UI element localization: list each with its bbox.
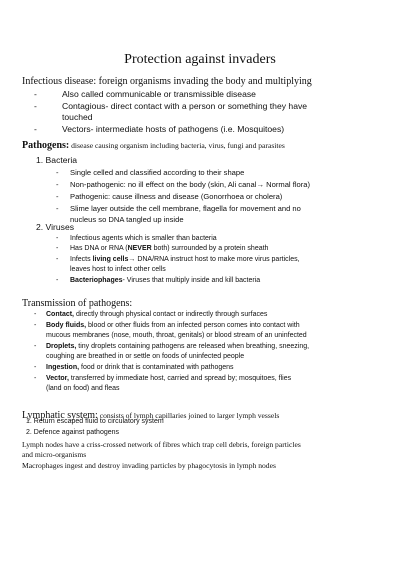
text-run: transferred by immediate host, carried and spread by; mosquitoes, flies (68, 375, 292, 382)
list-item: nucleus so DNA tangled up inside (70, 215, 184, 224)
text-run: - Viruses that multiply inside and kill bacteria (122, 277, 261, 284)
emphasis: living cells (92, 256, 129, 263)
paragraph: Lymph nodes have a criss-crossed network of fibres which trap cell debris, foreign particles (22, 440, 301, 449)
dash-bullet: - (34, 322, 37, 329)
paragraph: and micro-organisms (22, 450, 87, 459)
text-run: directly through physical contact or indirectly through surfaces (74, 311, 268, 318)
dash-bullet: - (56, 180, 59, 189)
list-item (46, 322, 300, 329)
list-item: touched (62, 112, 93, 122)
list-item: 2. Defence against pathogens (26, 429, 120, 436)
list-item: Pathogenic: cause illness and disease (Gonorrhoea or cholera) (70, 192, 283, 201)
dash-bullet: - (56, 277, 59, 284)
paragraph: Macrophages ingest and destroy invading particles by phagocytosis in lymph nodes (22, 461, 276, 470)
dash-bullet: - (34, 124, 37, 134)
list-item: Non-pathogenic: no ill effect on the body (skin, Ali canal→ Normal flora) (70, 180, 311, 189)
dash-bullet: - (34, 89, 37, 99)
list-item (46, 375, 291, 382)
dash-bullet: - (34, 364, 37, 371)
lymphatic-text: consists of lymph capillaries joined to larger lymph vessels (97, 411, 280, 420)
emphasis: Contact, (46, 311, 74, 318)
text-run: tiny droplets containing pathogens are released when breathing, sneezing, (76, 343, 310, 350)
list-item: leaves host to infect other cells (70, 266, 166, 273)
list-item: Single celled and classified according to their shape (70, 168, 245, 177)
dash-bullet: - (56, 235, 59, 242)
list-item: coughing are breathed in or settle on foods of uninfected people (46, 353, 245, 360)
list-item: Slime layer outside the cell membrane, flagella for movement and no (70, 204, 301, 213)
text-run: → DNA/RNA instruct host to make more virus particles, (128, 256, 300, 263)
list-item: Infectious agents which is smaller than bacteria (70, 235, 217, 242)
list-item (46, 343, 309, 350)
dash-bullet: - (34, 101, 37, 111)
infectious-heading: Infectious disease: foreign organisms invading the body and multiplying (22, 76, 312, 87)
dash-bullet: - (56, 204, 59, 213)
emphasis: Droplets, (46, 343, 77, 350)
dash-bullet: - (34, 343, 37, 350)
list-item (46, 364, 234, 371)
dash-bullet: - (34, 375, 37, 382)
list-item: Contagious- direct contact with a person or something they have (62, 101, 308, 111)
list-item (70, 256, 300, 263)
page-title: Protection against invaders (124, 52, 276, 67)
pathogens-text: disease causing organism including bacteria, virus, fungi and parasites (69, 141, 285, 150)
text-run: Infects (70, 256, 93, 263)
text-run: blood or other fluids from an infected person comes into contact with (86, 322, 300, 329)
list-item: Vectors- intermediate hosts of pathogens (i.e. Mosquitoes) (62, 124, 285, 134)
emphasis: Ingestion, (46, 364, 80, 371)
pathogens-line (22, 135, 285, 153)
list-item (46, 311, 267, 318)
text-run: food or drink that is contaminated with pathogens (79, 364, 234, 371)
list-item: Also called communicable or transmissible disease (62, 89, 256, 99)
lymphatic-heading: Lymphatic system: (22, 410, 98, 421)
bacteria-heading: 1. Bacteria (36, 155, 78, 165)
dash-bullet: - (56, 168, 59, 177)
emphasis: Body fluids, (46, 322, 87, 329)
dash-bullet: - (56, 192, 59, 201)
text-run: Has DNA or RNA ( (70, 245, 128, 252)
emphasis: NEVER (127, 245, 152, 252)
dash-bullet: - (56, 256, 59, 263)
text-run: both) surrounded by a protein sheath (151, 245, 269, 252)
dash-bullet: - (56, 245, 59, 252)
list-item (70, 277, 260, 284)
viruses-heading: 2. Viruses (36, 222, 75, 232)
dash-bullet: - (34, 311, 37, 318)
list-item (70, 245, 268, 252)
emphasis: Vector, (46, 375, 69, 382)
list-item: mucous membranes (nose, mouth, throat, genitals) or blood stream of an uninfected (46, 332, 307, 339)
transmission-heading: Transmission of pathogens: (22, 298, 133, 309)
list-item: (land on food) and fleas (46, 385, 120, 392)
list-item: 1. Return escaped fluid to circulatory system (26, 418, 164, 425)
pathogens-label: Pathogens: (22, 140, 70, 151)
emphasis: Bacteriophages (70, 277, 123, 284)
